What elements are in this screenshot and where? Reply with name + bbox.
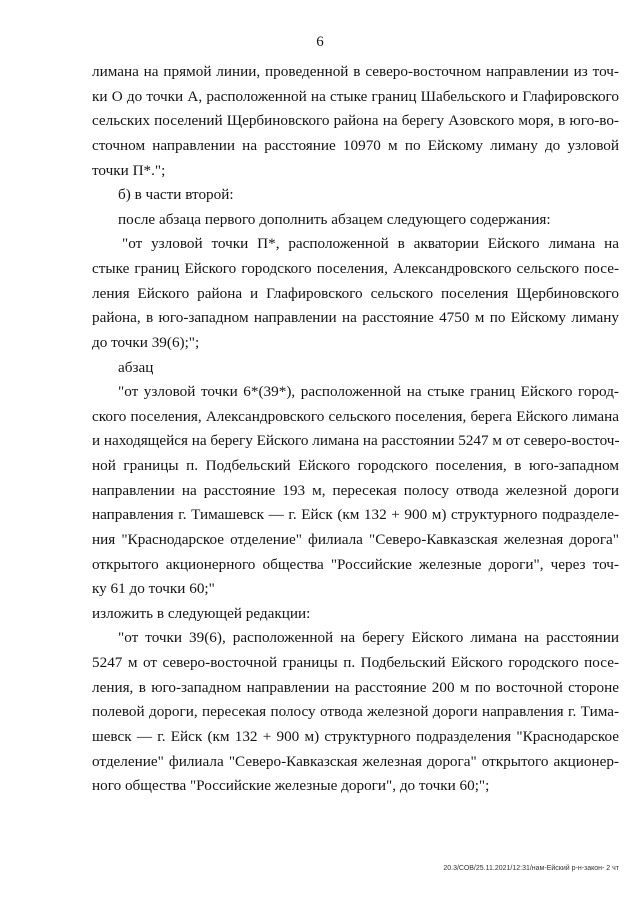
text-line: направлении на расстояние 193 м, пересекая полосу отвода железной дороги: [92, 481, 619, 499]
text-line: лимана на прямой линии, проведенной в северо-восточном направлении из точ-: [92, 63, 619, 80]
text-line: "от узловой точки П*, расположенной в акватории Ейского лимана на: [122, 235, 619, 253]
text-line: изложить в следующей редакции:: [92, 604, 311, 622]
text-line: стыке границ Ейского городского поселения, Александровского сельского посе-: [92, 260, 619, 277]
text-line: ния "Краснодарское отделение" филиала "Северо-Кавказская железная дорога": [92, 530, 619, 548]
text-line: полевой дороги, пересекая полосу отвода железной дороги направления г. Тима-: [92, 703, 619, 721]
text-line: ку 61 до точки 60;": [92, 580, 215, 598]
text-line: ной границы п. Подбельский Ейского городского поселения, в юго-западном: [92, 457, 619, 474]
text-line: точки П*.";: [92, 161, 166, 179]
text-line: и находящейся на берегу Ейского лимана на расстоянии 5247 м от северо-восточ-: [92, 432, 620, 450]
text-line: "от узловой точки 6*(39*), расположенной на стыке границ Ейского город-: [118, 383, 619, 401]
footer-reference: 20.3/СОВ/25.11.2021/12:31/нам-Ейский р-н-закон- 2 чт: [443, 865, 619, 872]
document-body: [92, 60, 619, 799]
text-line: отделение" филиала "Северо-Кавказская железная дорога" открытого акционер-: [92, 752, 619, 770]
text-line: направления г. Тимашевск — г. Ейск (км 132 + 900 м) структурного подразделе-: [92, 506, 619, 524]
text-line: абзац: [118, 358, 154, 376]
text-line: 5247 м от северо-восточной границы п. Подбельский Ейского городского посе-: [92, 654, 619, 671]
text-line: до точки 39(6);";: [92, 333, 200, 351]
text-line: шевск — г. Ейск (км 132 + 900 м) структурного подразделения "Краснодарское: [92, 727, 619, 745]
text-line: "от точки 39(6), расположенной на берегу Ейского лимана на расстоянии: [118, 629, 619, 647]
text-line: открытого акционерного общества "Российские железные дороги", через точ-: [92, 555, 619, 573]
text-line: сточном направлении на расстояние 10970 м по Ейскому лиману до узловой: [92, 136, 619, 154]
text-line: ления Ейского района и Глафировского сельского поселения Щербиновского: [92, 284, 619, 302]
text-line: б) в части второй:: [118, 186, 234, 204]
page-number: 6: [316, 34, 324, 50]
text-line: ки О до точки А, расположенной на стыке границ Шабельского и Глафировского: [92, 87, 619, 105]
text-line: ления, в юго-западном направлении на расстояние 200 м по восточной стороне: [92, 678, 619, 696]
text-line: ного общества "Российские железные дороги", до точки 60;";: [92, 777, 490, 795]
text-line: после абзаца первого дополнить абзацем следующего содержания:: [118, 210, 551, 228]
text-line: района, в юго-западном направлении на расстояние 4750 м по Ейскому лиману: [92, 309, 619, 327]
text-line: сельских поселений Щербиновского района на берегу Азовского моря, в юго-во-: [92, 112, 619, 130]
text-line: ского поселения, Александровского сельского поселения, берега Ейского лимана: [92, 407, 619, 425]
